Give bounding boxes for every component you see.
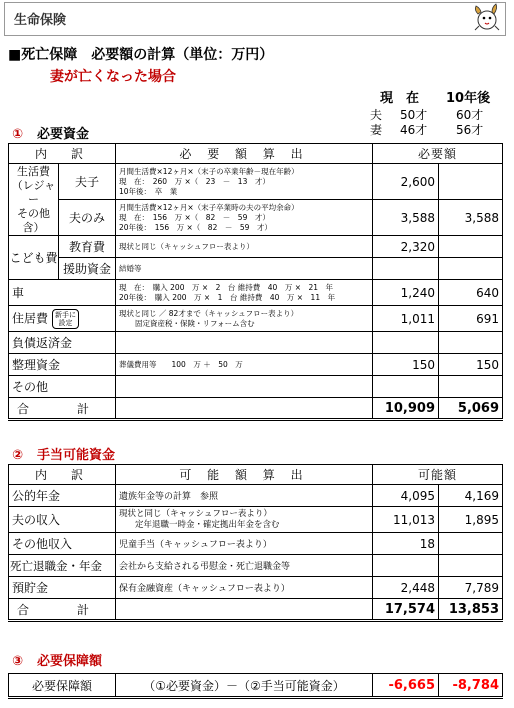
education-calc: 現状と同じ（キャッシュフロー表より） xyxy=(116,236,373,258)
housing-calc-line2: 固定資産税・保険・リフォーム含む xyxy=(135,318,255,328)
retirement-calc: 会社から支給される弔慰金・死亡退職金等 xyxy=(116,555,373,577)
section-2-heading xyxy=(12,444,115,463)
arrangement-now: 150 xyxy=(373,354,439,376)
couple-now: 2,600 xyxy=(373,164,439,200)
couple-label: 夫子 xyxy=(59,164,116,200)
age-later-header: 10年後 xyxy=(446,91,491,106)
couple-calc-line1: 月間生活費×12ヶ月×（末子の卒業年齢－現在年齢） xyxy=(119,166,299,176)
coverage-now: -6,665 xyxy=(373,674,439,698)
document-subtitle: 妻が亡くなった場合 xyxy=(50,69,176,85)
document-title: ■死亡保障 必要額の計算（単位：万円） xyxy=(8,47,274,63)
s2-total-calc xyxy=(116,599,373,621)
couple-calc-line2: 現 在： 260 万 ×（ 23 － 13 才） xyxy=(119,176,270,186)
coverage-later: -8,784 xyxy=(439,674,503,698)
pension-calc: 遺族年金等の計算 参照 xyxy=(116,485,373,507)
other-later xyxy=(439,376,503,398)
section-1-title: 必要資金 xyxy=(37,127,90,142)
other-calc xyxy=(116,376,373,398)
arrangement-later: 150 xyxy=(439,354,503,376)
available-funds-table xyxy=(8,464,503,622)
s1-total-label: 合 計 xyxy=(9,398,116,420)
s1-total-now: 10,909 xyxy=(373,398,439,420)
aid-label: 援助資金 xyxy=(59,258,116,280)
savings-label: 預貯金 xyxy=(9,577,116,599)
car-calc-line1: 現 在： 購入 200 万 × 2 台 維持費 40 万 × 21 年 xyxy=(119,282,334,292)
required-funds-table xyxy=(8,143,503,421)
retirement-label: 死亡退職金・年金 xyxy=(9,555,116,577)
income-calc-line1: 現状と同じ（キャッシュフロー表より） xyxy=(119,508,272,519)
aid-later xyxy=(439,258,503,280)
pension-later: 4,169 xyxy=(439,485,503,507)
car-calc-line2: 20年後： 購入 200 万 × 1 台 維持費 40 万 × 11 年 xyxy=(119,292,336,302)
debt-label: 負債返済金 xyxy=(9,332,116,354)
arrangement-calc: 葬儀費用等 100 万 ＋ 50 万 xyxy=(116,354,373,376)
husband-age-now: 50才 xyxy=(400,108,428,122)
age-now-header: 現 在 xyxy=(380,91,420,106)
coverage-formula: （①必要資金）－（②手当可能資金） xyxy=(116,674,373,698)
other-income-label: その他収入 xyxy=(9,533,116,555)
couple-calc-line3: 10年後： 卒 業 xyxy=(119,186,178,196)
savings-now: 2,448 xyxy=(373,577,439,599)
husband-alone-calc xyxy=(116,200,373,236)
other-label: その他 xyxy=(9,376,116,398)
required-coverage-table xyxy=(8,673,503,699)
s1-head-calc: 必 要 額 算 出 xyxy=(116,144,373,164)
savings-calc: 保有金融資産（キャッシュフロー表より） xyxy=(116,577,373,599)
section-3-number: ③ xyxy=(12,654,24,669)
housing-label-cell xyxy=(9,306,116,332)
car-calc xyxy=(116,280,373,306)
header-title: 生命保険 xyxy=(14,13,67,28)
education-later xyxy=(439,236,503,258)
pension-now: 4,095 xyxy=(373,485,439,507)
s2-head-calc: 可 能 額 算 出 xyxy=(116,465,373,485)
car-label: 車 xyxy=(9,280,116,306)
other-income-later xyxy=(439,533,503,555)
husband-alone-now: 3,588 xyxy=(373,200,439,236)
husband-income-now: 11,013 xyxy=(373,507,439,533)
aid-now xyxy=(373,258,439,280)
section-2-title: 手当可能資金 xyxy=(37,448,116,463)
s1-head-item: 内 訳 xyxy=(9,144,116,164)
housing-later: 691 xyxy=(439,306,503,332)
section-3-heading xyxy=(12,650,102,669)
retirement-later xyxy=(439,555,503,577)
husband-income-later: 1,895 xyxy=(439,507,503,533)
debt-calc xyxy=(116,332,373,354)
pension-label: 公的年金 xyxy=(9,485,116,507)
retirement-now xyxy=(373,555,439,577)
debt-now xyxy=(373,332,439,354)
other-income-now: 18 xyxy=(373,533,439,555)
husband-age-later: 60才 xyxy=(456,108,484,122)
app-header xyxy=(4,2,506,36)
child-cost-label: こども費 xyxy=(9,236,59,280)
arrangement-label: 整理資金 xyxy=(9,354,116,376)
car-now: 1,240 xyxy=(373,280,439,306)
income-calc-line2: 定年退職一時金・確定拠出年金を含む xyxy=(135,519,280,530)
savings-later: 7,789 xyxy=(439,577,503,599)
husband-income-calc xyxy=(116,507,373,533)
s2-total-label: 合 計 xyxy=(9,599,116,621)
couple-later xyxy=(439,164,503,200)
living-cost-label: 生活費 （レジャー その他含） xyxy=(9,164,59,236)
coverage-label: 必要保障額 xyxy=(9,674,116,698)
other-now xyxy=(373,376,439,398)
section-2-number: ② xyxy=(12,448,24,463)
wife-label: 妻 xyxy=(370,123,383,137)
s2-total-later: 13,853 xyxy=(439,599,503,621)
alone-calc-line3: 20年後： 156 万 ×（ 82 － 59 才） xyxy=(119,222,272,232)
husband-alone-later: 3,588 xyxy=(439,200,503,236)
s2-head-amount: 可能額 xyxy=(373,465,503,485)
mascot-logo-icon xyxy=(470,2,502,32)
wife-age-later: 56才 xyxy=(456,123,484,137)
alone-calc-line2: 現 在： 156 万 ×（ 82 － 59 才） xyxy=(119,212,270,222)
s2-total-now: 17,574 xyxy=(373,599,439,621)
housing-now: 1,011 xyxy=(373,306,439,332)
section-3-title: 必要保障額 xyxy=(37,654,103,669)
husband-alone-label: 夫のみ xyxy=(59,200,116,236)
other-income-calc: 児童手当（キャッシュフロー表より） xyxy=(116,533,373,555)
section-1-heading xyxy=(12,123,89,142)
husband-label: 夫 xyxy=(370,108,383,122)
car-later: 640 xyxy=(439,280,503,306)
wife-age-now: 46才 xyxy=(400,123,428,137)
alone-calc-line1: 月間生活費×12ヶ月×（末子卒業時の夫の平均余命） xyxy=(119,202,299,212)
housing-memo: 新手に 設定 xyxy=(52,309,79,329)
housing-label: 住居費 xyxy=(12,311,49,325)
husband-income-label: 夫の収入 xyxy=(9,507,116,533)
housing-calc-line1: 現状と同じ ／ 82才まで（キャッシュフロー表より） xyxy=(119,308,299,318)
s1-total-calc xyxy=(116,398,373,420)
housing-calc xyxy=(116,306,373,332)
education-label: 教育費 xyxy=(59,236,116,258)
s1-head-amount: 必要額 xyxy=(373,144,503,164)
s1-total-later: 5,069 xyxy=(439,398,503,420)
aid-calc: 結婚等 xyxy=(116,258,373,280)
couple-calc xyxy=(116,164,373,200)
section-1-number: ① xyxy=(12,127,24,142)
education-now: 2,320 xyxy=(373,236,439,258)
s2-head-item: 内 訳 xyxy=(9,465,116,485)
debt-later xyxy=(439,332,503,354)
